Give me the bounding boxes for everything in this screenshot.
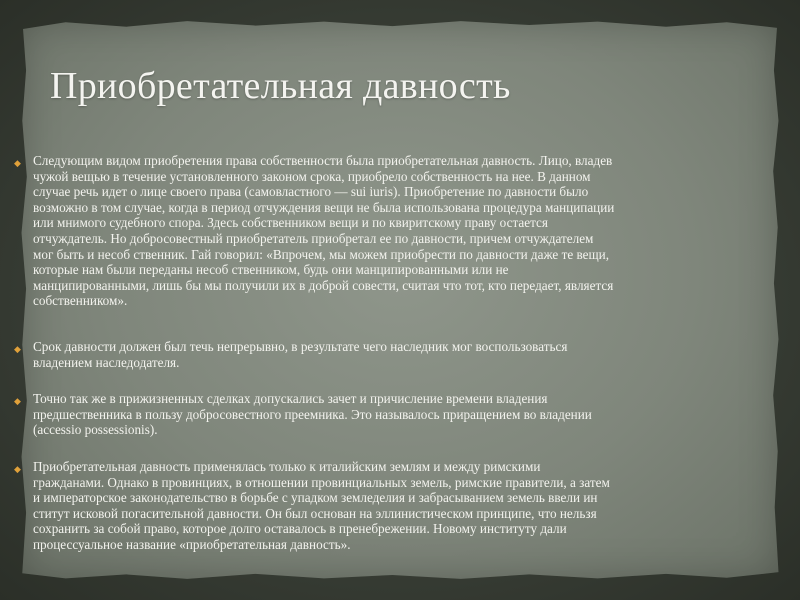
- paragraph-line: (accessio possessionis).: [33, 422, 158, 438]
- paragraph-line: Срок давности должен был течь непрерывно, в результате чего наследник мог воспользоваться: [33, 338, 568, 354]
- bullet-icon: ◆: [14, 158, 21, 168]
- bullet-icon: ◆: [14, 396, 21, 407]
- paragraph-line: собственником».: [33, 293, 128, 309]
- paragraph-line: сохранить за собой право, которое долго оставалось в пренебрежении. Новому институту дали: [33, 521, 567, 537]
- paragraph-line: случае речь идет о лице своего права (самовластного — sui iuris). Приобретение по давности было: [33, 184, 589, 200]
- paragraph-line: и императорское законодательство в борьбе с упадком земледелия и забрасыванием земель ввели ин: [33, 490, 598, 506]
- paragraph-line: отчуждатель. Но добросовестный приобретатель приобретал ее по давности, причем отчуждателем: [33, 230, 594, 246]
- paragraph: [10, 153, 785, 309]
- paragraph-line: Приобретательная давность применялась только к италийским землям и между римскими: [33, 458, 541, 474]
- paragraph-line: владением наследодателя.: [33, 354, 180, 370]
- paragraph-line: или мнимого судебного спора. Здесь собственником вещи и по квиритскому праву остается: [33, 215, 548, 231]
- paragraph: [10, 339, 785, 370]
- bullet-icon: ◆: [14, 463, 21, 474]
- paragraph-line: Следующим видом приобретения права собственности была приобретательная давность. Лицо, владев: [33, 153, 613, 168]
- paragraph-line: которые нам были переданы несоб ственником, будь они манципированными или не: [33, 262, 509, 278]
- paragraph-line: ститут исковой погасительной давности. Он был основан на эллинистическом принципе, что нельзя: [33, 505, 597, 521]
- bullet-icon: ◆: [14, 343, 21, 354]
- paragraph: [10, 391, 785, 438]
- paragraph-line: возможно в том случае, когда в период отчуждения вещи не была использована процедура манципации: [33, 199, 615, 215]
- paragraph-line: манципированными, лишь бы мы получили их в доброй совести, считая что тот, кто передает, является: [33, 277, 614, 293]
- paragraph-line: Точно так же в прижизненных сделках допускались зачет и причисление времени владения: [33, 391, 548, 407]
- paragraph-line: гражданами. Однако в провинциях, в отношении провинциальных земель, римские правители, а затем: [33, 474, 610, 490]
- slide-title: Приобретательная давность: [50, 65, 511, 107]
- paragraph: [10, 459, 785, 553]
- paragraph-line: чужой вещью в течение установленного законом срока, приобрело собственность на нее. В данном: [33, 168, 591, 184]
- paragraph-line: предшественника в пользу добросовестного преемника. Это называлось приращением во владении: [33, 406, 592, 422]
- paragraph-line: мог быть и несоб ственник. Гай говорил: «Впрочем, мы можем приобрести по давности даже те вещи,: [33, 246, 610, 262]
- paragraph-line: процессуальное название «приобретательная давность».: [33, 536, 351, 552]
- slide-body: [10, 153, 785, 552]
